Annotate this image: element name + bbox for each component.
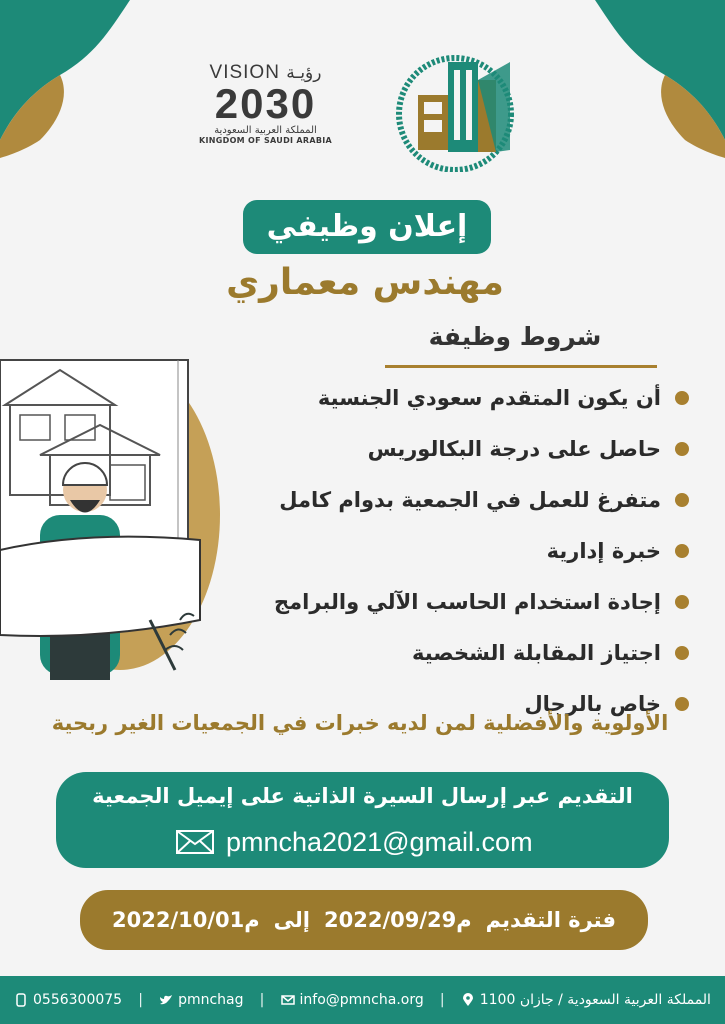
- footer-phone[interactable]: 0556300075: [14, 992, 122, 1008]
- engineer-illustration: [0, 350, 225, 680]
- vision-2030-logo: [198, 62, 333, 162]
- list-item: إجادة استخدام الحاسب الآلي والبرامج: [274, 576, 689, 627]
- apply-email-link[interactable]: pmncha2021@gmail.com: [226, 826, 533, 857]
- vision-ar: رؤيـة: [286, 63, 322, 82]
- conditions-title: شروط وظيفة: [428, 322, 602, 351]
- conditions-list: [274, 372, 689, 729]
- mail-icon: [281, 993, 295, 1007]
- apply-box: [56, 772, 669, 868]
- vision-ar-name: المملكة العربية السعودية: [214, 125, 317, 136]
- period-from: 2022/09/29م: [324, 908, 472, 932]
- bullet-icon: [675, 697, 689, 711]
- footer-bar: 0556300075 | pmnchag | info@pmncha.org | المملكة العربية السعودية / جازان 1100: [0, 976, 725, 1024]
- corner-decoration-right: [585, 0, 725, 160]
- bullet-icon: [675, 595, 689, 609]
- apply-text: التقديم عبر إرسال السيرة الذاتية على إيميل الجمعية: [92, 784, 633, 808]
- twitter-icon: [159, 993, 173, 1007]
- email-row[interactable]: [176, 824, 533, 860]
- period-to-label: إلى: [273, 908, 310, 932]
- period-label: فترة التقديم: [485, 908, 616, 932]
- bullet-icon: [675, 544, 689, 558]
- application-period: [80, 890, 648, 950]
- list-item: حاصل على درجة البكالوريس: [274, 423, 689, 474]
- bullet-icon: [675, 442, 689, 456]
- list-item: خاص بالرجال: [274, 678, 689, 729]
- conditions-divider: [385, 365, 657, 368]
- corner-decoration-left: [0, 0, 140, 160]
- list-item: متفرغ للعمل في الجمعية بدوام كامل: [274, 474, 689, 525]
- job-title: مهندس معماري: [226, 262, 504, 303]
- footer-twitter[interactable]: pmnchag: [159, 992, 243, 1008]
- list-item: أن يكون المتقدم سعودي الجنسية: [274, 372, 689, 423]
- priority-note: الأولوية والأفضلية لمن لديه خبرات في الجمعيات الغير ربحية: [51, 711, 669, 735]
- vision-en: VISION: [209, 62, 280, 83]
- bullet-icon: [675, 646, 689, 660]
- bullet-icon: [675, 493, 689, 507]
- vision-en-name: KINGDOM OF SAUDI ARABIA: [199, 136, 332, 145]
- association-logo: [390, 40, 530, 172]
- list-item: اجتياز المقابلة الشخصية: [274, 627, 689, 678]
- announcement-title: إعلان وظيفي: [243, 200, 491, 254]
- mail-icon: [176, 830, 214, 854]
- vision-year: 2030: [214, 80, 317, 127]
- period-to: 2022/10/01م: [112, 908, 260, 932]
- bullet-icon: [675, 391, 689, 405]
- phone-icon: [14, 993, 28, 1007]
- location-pin-icon: [461, 993, 475, 1007]
- footer-location: المملكة العربية السعودية / جازان 1100: [461, 992, 711, 1008]
- list-item: خبرة إدارية: [274, 525, 689, 576]
- footer-email[interactable]: info@pmncha.org: [281, 992, 424, 1008]
